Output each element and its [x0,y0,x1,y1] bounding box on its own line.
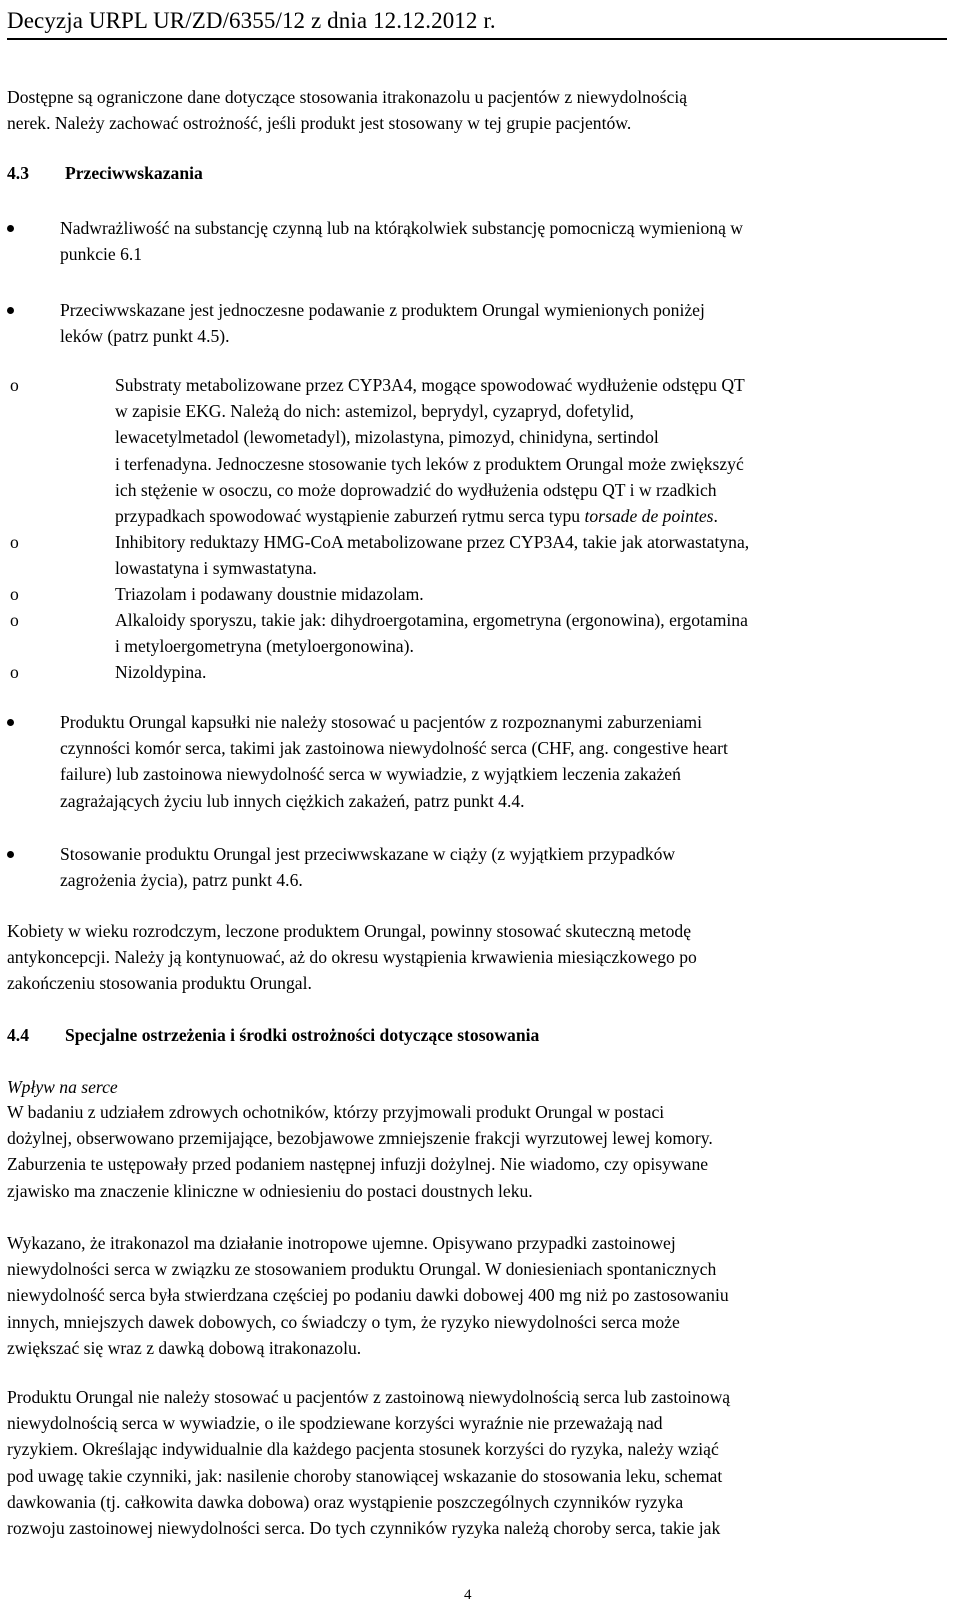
text-line: Stosowanie produktu Orungal jest przeciwwskazane w ciąży (z wyjątkiem przypadków [60,844,676,864]
page-number: 4 [464,1587,472,1603]
text-line: niewydolnością serca w wywiadzie, o ile spodziewane korzyści wyraźnie nie przeważają nad [7,1413,663,1434]
section-number: 4.4 [7,1025,29,1045]
text-line: innych, mniejszych dawek dobowych, co świadczy o tym, że ryzyko niewydolności serca może [7,1311,680,1332]
circle-bullet-icon: o [10,610,19,630]
text-line: Triazolam i podawany doustnie midazolam. [115,584,424,604]
circle-bullet-icon: o [10,662,19,682]
text-line: w zapisie EKG. Należą do nich: astemizol, beprydyl, cyzapryd, dofetylid, [115,401,634,422]
text-run: przypadkach spowodować wystąpienie zaburzeń rytmu serca typu [115,506,585,527]
text-line: Produktu Orungal kapsułki nie należy stosować u pacjentów z rozpoznanymi zaburzeniami [60,712,702,732]
text-line: ich stężenie w osoczu, co może doprowadzić do wydłużenia odstępu QT i w rzadkich [115,479,717,500]
text-line: lowastatyna i symwastatyna. [115,558,317,579]
section-title: Specjalne ostrzeżenia i środki ostrożności dotyczące stosowania [65,1025,540,1045]
text-line: dożylnej, obserwowano przemijające, bezobjawowe zmniejszenie frakcji wyrzutowej lewej komory. [7,1128,713,1149]
text-line: i metyloergometryna (metyloergonowina). [115,636,414,657]
heart-paragraph-2 [7,1230,952,1361]
text-line: W badaniu z udziałem zdrowych ochotników, którzy przyjmowali produkt Orungal w postaci [7,1102,665,1122]
circle-bullet-icon: o [10,584,19,604]
text-line: zagrażających życiu lub innych ciężkich zakażeń, patrz punkt 4.4. [60,790,525,811]
section-title: Przeciwwskazania [65,163,203,183]
text-line: Alkaloidy sporyszu, takie jak: dihydroergotamina, ergometryna (ergonowina), ergotamina [115,610,748,630]
text-line: antykoncepcji. Należy ją kontynuować, aż do okresu wystąpienia krwawienia miesiączkowego po [7,947,697,968]
bullet-icon [7,851,14,858]
circle-bullet-icon: o [10,375,19,395]
text-line: Przeciwwskazane jest jednoczesne podawanie z produktem Orungal wymienionych poniżej [60,300,705,320]
text-line: Zaburzenia te ustępowały przed podaniem następnej infuzji dożylnej. Nie wiadomo, czy opisywane [7,1154,709,1175]
text-line: niewydolności serca w związku ze stosowaniem produktu Orungal. W doniesieniach spontanicznych [7,1259,717,1280]
circle-bullet-icon: o [10,532,19,552]
bullet-icon [7,225,14,232]
text-line: niewydolność serca była stwierdzana częściej po podaniu dawki dobowej 400 mg niż po zastosowaniu [7,1285,729,1306]
text-line: Kobiety w wieku rozrodczym, leczone produktem Orungal, powinny stosować skuteczną metodę [7,921,691,941]
intro-paragraph [7,84,952,136]
text-line: Nadwrażliwość na substancję czynną lub na którąkolwiek substancję pomocniczą wymienioną w [60,218,744,238]
header-divider [7,38,947,40]
contraception-paragraph [7,918,952,997]
text-line: Wykazano, że itrakonazol ma działanie inotropowe ujemne. Opisywano przypadki zastoinowej [7,1233,676,1253]
text-line: lewacetylmetadol (lewometadyl), mizolastyna, pimozyd, chinidyna, sertindol [115,427,659,448]
bullet-icon [7,307,14,314]
text-line: Nizoldypina. [115,662,207,682]
text-run: . [713,506,718,527]
text-line: nerek. Należy zachować ostrożność, jeśli produkt jest stosowany w tej grupie pacjentów. [7,113,632,134]
text-line: Substraty metabolizowane przez CYP3A4, mogące spowodować wydłużenie odstępu QT [115,375,745,395]
text-line: pod uwagę takie czynniki, jak: nasilenie choroby stanowiącej wskazanie do stosowania leku, schemat [7,1465,723,1486]
text-line: rozwoju zastoinowej niewydolności serca. Do tych czynników ryzyka należą choroby serca, takie jak [7,1518,721,1539]
text-line: ryzykiem. Określając indywidualnie dla każdego pacjenta stosunek korzyści do ryzyka, należy wziąć [7,1439,719,1460]
section-number: 4.3 [7,163,29,183]
text-line: i terfenadyna. Jednoczesne stosowanie tych leków z produktem Orungal może zwiększyć [115,453,744,474]
section-heading-4-3 [7,160,203,186]
section-heading-4-4 [7,1022,539,1048]
text-line: Dostępne są ograniczone dane dotyczące stosowania itrakonazolu u pacjentów z niewydolnością [7,87,688,107]
heart-paragraph-1 [7,1099,952,1204]
text-line: zwiększać się wraz z dawką dobową itrakonazolu. [7,1337,362,1358]
text-line [115,503,953,529]
text-line: Inhibitory reduktazy HMG-CoA metabolizowane przez CYP3A4, takie jak atorwastatyna, [115,532,750,552]
text-line: czynności komór serca, takimi jak zastoinowa niewydolność serca (CHF, ang. congestive heart [60,738,728,759]
text-line: punkcie 6.1 [60,244,143,265]
text-line: zakończeniu stosowania produktu Orungal. [7,973,312,994]
text-line: zagrożenia życia), patrz punkt 4.6. [60,870,303,891]
italic-term: torsade de pointes [584,506,714,527]
bullet-icon [7,719,14,726]
text-line: leków (patrz punkt 4.5). [60,326,230,347]
document-header: Decyzja URPL UR/ZD/6355/12 z dnia 12.12.2012 r. [7,8,496,33]
subheading-heart: Wpływ na serce [7,1077,118,1097]
text-line: zjawisko ma znaczenie kliniczne w odniesieniu do postaci doustnych leku. [7,1180,533,1201]
text-line: Produktu Orungal nie należy stosować u pacjentów z zastoinową niewydolnością serca lub zastoinową [7,1387,731,1407]
text-line: dawkowania (tj. całkowita dawka dobowa) oraz wystąpienie poszczególnych czynników ryzyka [7,1491,684,1512]
heart-paragraph-3 [7,1384,952,1541]
text-line: failure) lub zastoinowa niewydolność serca w wywiadzie, z wyjątkiem leczenia zakażeń [60,764,681,785]
